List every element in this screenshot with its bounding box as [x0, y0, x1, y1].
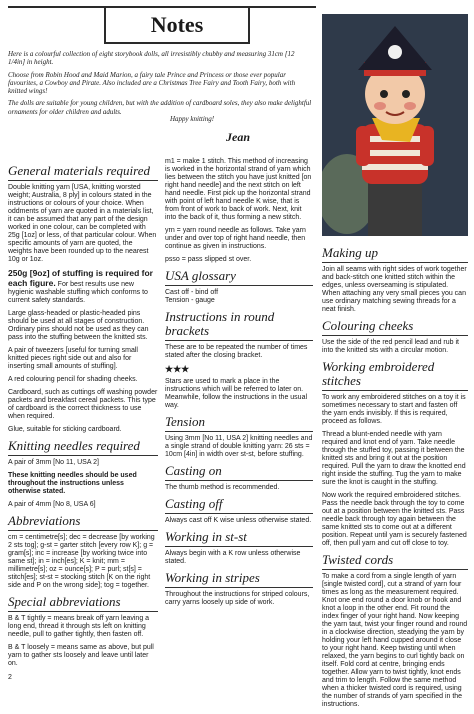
heading-usa-glossary: USA glossary [165, 269, 313, 286]
intro-paragraph: Here is a colourful collection of eight storybook dolls, all irresistibly chubby and measuring 31cm [12 1/4in] in height. [8, 50, 295, 67]
heading-st-st: Working in st-st [165, 530, 313, 547]
usa-item: Cast off - bind off [165, 289, 219, 296]
column-right [322, 246, 468, 714]
stars-marker: ★★★ [165, 364, 190, 374]
heading-making-up: Making up [322, 246, 468, 263]
pins-text: Large glass-headed or plastic-headed pins should be used at all stages of construction. Ordinary pins should not be used as they can pass into the stuffing between the knitted sts. [8, 310, 149, 341]
abbreviations-text: cm = centimetre[s]; dec = decrease [by working 2 sts tog]; g-st = garter stitch [every row K]; g = gram[s]; inc = increase [by working twice into same st]; in = inch[es]; K = knit; mm = millimetre[s]; oz = ounce[s]; P = purl; st[s] = stitch[es]; st-st = stocking stitch [K on the right side and P on the wrong side]; tog = together. [8, 534, 155, 589]
special-abbrev-1: B & T tightly = means break off yarn leaving a long end, thread it through sts left on knitting needle, pull to gather tightly, then fasten off. [8, 615, 150, 638]
heading-needles: Knitting needles required [8, 439, 158, 456]
st-st-text: Always begin with a K row unless otherwise stated. [165, 550, 301, 565]
needles-4mm: A pair of 4mm [No 8, USA 6] [8, 501, 96, 508]
pirate-doll-photo [322, 14, 468, 236]
cardboard-text: Cardboard, such as cuttings off washing powder packets and breakfast cereal packets. This type of cardboard is the correct thickness to use when required. [8, 389, 158, 420]
round-brackets-text: These are to be repeated the number of times stated after the closing bracket. [165, 344, 308, 359]
casting-off-text: Always cast off K wise unless otherwise stated. [165, 517, 312, 524]
making-up-text: Join all seams with right sides of work together and back-stitch one knitted stitch within the edges, unless overseaming is stipulated. When attaching any very small pieces you can use ordinary matching sewing threads for a neat finish. [322, 266, 467, 313]
column-left [8, 164, 158, 673]
twisted-cords-text: To make a cord from a single length of yarn [single twisted cord], cut a strand of yarn four times as long as the measurement required. Knot one end round a door knob or hook and knot a loop in the other end. Fit round the index finger of your right hand. Now keeping the yarn taut, twist your finger round and round in a clockwise direction, steadying the yarn by holding your left hand cupped around it close to your right hand. Keep twisting until when relaxed, the yarn begins to curl tightly back on itself. Fold cord at centre, bringing ends together. Allow yarn to twist tightly, knot ends and trim to length. Follow the same method when a thicker twisted cord is required, using the number of strands of yarn specified in the instructions. [322, 573, 468, 708]
tweezers-text: A pair of tweezers [useful for turning small knitted pieces right side out and also for inserting small amounts of stuffing]. [8, 347, 138, 370]
special-abbrev-2: B & T loosely = means same as above, but pull yarn to gather sts loosely and leave until later on. [8, 644, 154, 667]
embroidered-text: Now work the required embroidered stitches. Pass the needle back through the toy to come out at a position between the knitted sts. Pass needle back through toy again between the same knitted sts to come out at a different position. Repeat until yarn is securely fastened off, then pull yarn and cut off close to toy. [322, 492, 467, 547]
casting-on-text: The thumb method is recommended. [165, 484, 280, 491]
embroidered-text: To work any embroidered stitches on a toy it is sometimes necessary to start and fasten off the yarn ends invisibly. If this is required, proceed as follows. [322, 394, 466, 425]
heading-tension: Tension [165, 415, 313, 432]
heading-embroidered: Working embroidered stitches [322, 360, 468, 391]
psso-text: psso = pass slipped st over. [165, 256, 252, 263]
heading-casting-off: Casting off [165, 497, 313, 514]
m1-text: m1 = make 1 stitch. This method of increasing is worked in the horizontal strand of yarn which lies between the stitch you have just knitted [on right hand needle] and the next stitch on left hand needle. First pick up the horizontal strand with point of left hand needle K wise, that is from front of work to back of work. Next, knit into the back of it, thus forming a new stitch. [165, 158, 312, 221]
page-number: 2 [8, 674, 12, 681]
signature: Jean [226, 130, 250, 144]
stuffing-rest: For best results use new hygienic washable stuffing which conforms to current safety standards. [8, 281, 148, 304]
intro [8, 50, 313, 120]
heading-twisted-cords: Twisted cords [322, 553, 468, 570]
heading-casting-on: Casting on [165, 464, 313, 481]
page-title: Notes [150, 12, 204, 37]
happy-knitting: Happy knitting! [170, 115, 215, 123]
stars-text: Stars are used to mark a place in the instructions which will be referred to later on. Meanwhile, follow the instructions in the usual way. [165, 378, 308, 409]
yrn-text: yrn = yarn round needle as follows. Take yarn under and over top of right hand needle, then continue as given in instructions. [165, 227, 306, 250]
pencil-text: A red colouring pencil for shading cheeks. [8, 376, 138, 383]
needles-warning: These knitting needles should be used throughout the instructions unless otherwise stated. [8, 472, 137, 495]
title-box [104, 6, 250, 44]
tension-text: Using 3mm [No 11, USA 2] knitting needles and a single strand of double knitting yarn: 26 sts = 10cm [4in] in width over st-st, before stuffing. [165, 435, 313, 458]
heading-stripes: Working in stripes [165, 571, 313, 588]
heading-colouring-cheeks: Colouring cheeks [322, 319, 468, 336]
glue-text: Glue, suitable for sticking cardboard. [8, 426, 122, 433]
heading-special-abbreviations: Special abbreviations [8, 595, 158, 612]
cheeks-text: Use the side of the red pencil lead and rub it into the knitted sts with a circular motion. [322, 339, 459, 354]
usa-item: Tension - gauge [165, 297, 215, 304]
intro-paragraph: Choose from Robin Hood and Maid Marion, a fairy tale Prince and Princess or those ever popular favourites, a Cowboy and Pirate. Also included are a Christmas Tree Fairy and Tooth Fairy, both with knitted wings! [8, 70, 296, 96]
stuffing-note: 250g [9oz] of stuffing is required for each figure. [8, 268, 153, 288]
pirate-doll-illustration [322, 14, 468, 236]
heading-round-brackets: Instructions in round brackets [165, 310, 313, 341]
heading-materials: General materials required [8, 164, 158, 181]
embroidered-text: Thread a blunt-ended needle with yarn required and knot end of yarn. Take needle through the stuffed toy, passing it between the knitted sts and bring it out at the position required. Pull the yarn to draw the knotted end right inside the stuffing. Tug the yarn to make sure the knot is caught in the stuffing. [322, 431, 466, 486]
intro-paragraph: The dolls are suitable for young children, but with the addition of cardboard soles, they also make delightful ornaments for older children and adults. [8, 99, 312, 116]
heading-abbreviations: Abbreviations [8, 514, 158, 531]
stripes-text: Throughout the instructions for striped colours, carry yarns loosely up side of work. [165, 591, 310, 606]
needles-3mm: A pair of 3mm [No 11, USA 2] [8, 459, 99, 466]
materials-text: Double knitting yarn [USA, knitting worsted weight; Australia, 8 ply] in colours stated in the instructions or colours of your choice. When oddments of yarn are quoted in a materials list, it can be assumed that any part of the design worked in one colour, can be completed with 25g [1oz] or less, of that particular colour. When specific amounts of yarn are quoted, the weights have been rounded up to the nearest 10g or 1oz. [8, 184, 157, 263]
column-middle [165, 158, 313, 612]
